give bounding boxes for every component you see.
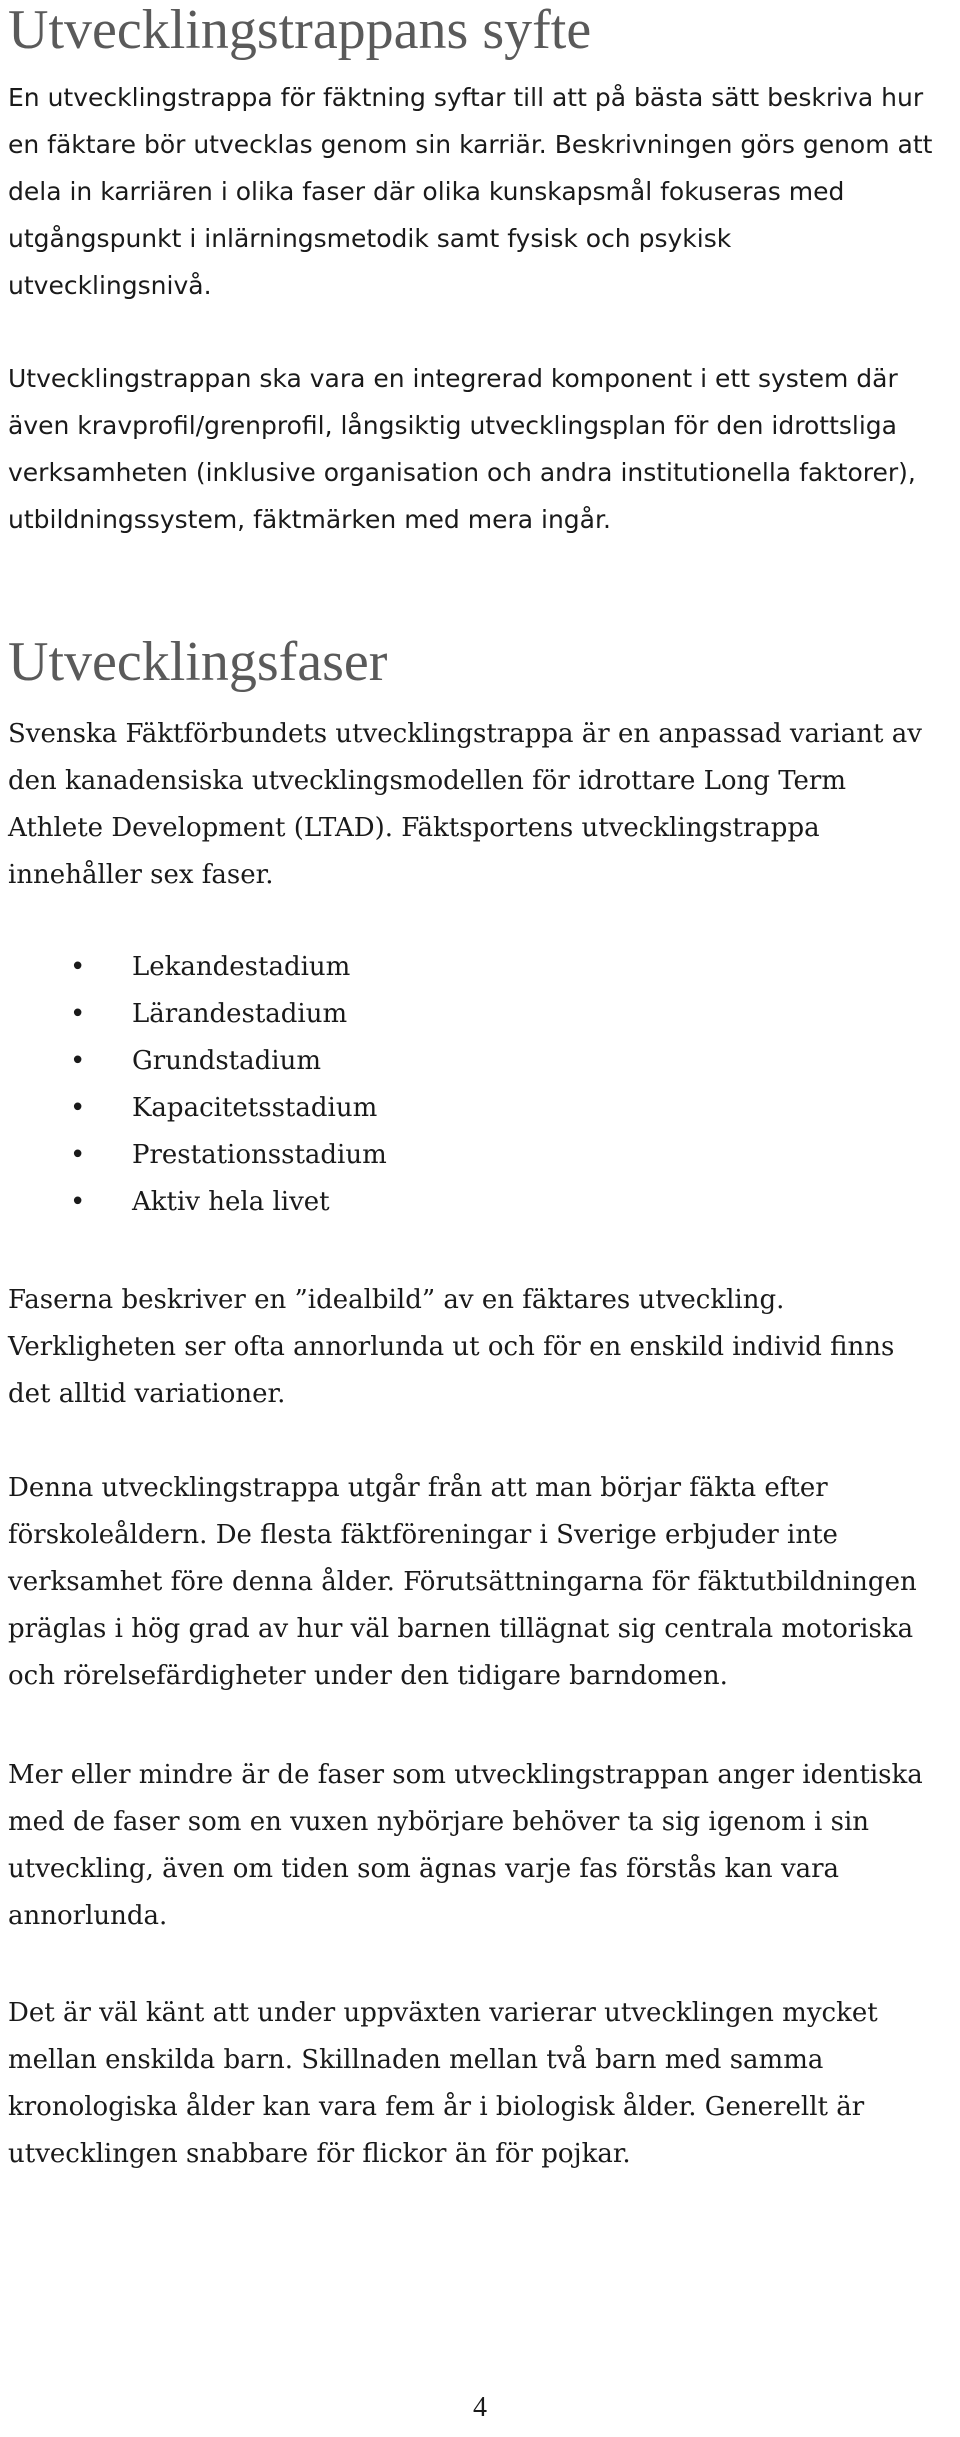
paragraph-phases-intro: Svenska Fäktförbundets utvecklingstrappa är en anpassad variant av den kanadensiska utvecklingsmodellen för idrottare Long Term Athlete Development (LTAD). Fäktsportens utvecklingstrappa innehåller sex faser. — [8, 719, 922, 890]
phase-list — [8, 944, 808, 1226]
page-number: 4 — [473, 2392, 487, 2423]
bullet-icon: • — [70, 1046, 86, 1076]
section-heading-purpose: Utvecklingstrappans syfte — [8, 0, 592, 61]
paragraph-adult-beginner: Mer eller mindre är de faser som utvecklingstrappan anger identiska med de faser som en vuxen nybörjare behöver ta sig igenom i sin utveckling, även om tiden som ägnas varje fas förstås kan vara annorlunda. — [8, 1760, 923, 1931]
list-item — [8, 1132, 808, 1179]
paragraph-ideal: Faserna beskriver en ”idealbild” av en fäktares utveckling. Verkligheten ser ofta annorlunda ut och för en enskild individ finns det alltid variationer. — [8, 1285, 895, 1409]
phase-label: Lekandestadium — [132, 952, 351, 982]
paragraph-start-age: Denna utvecklingstrappa utgår från att man börjar fäkta efter förskoleåldern. De flesta fäktföreningar i Sverige erbjuder inte verksamhet före denna ålder. Förutsättningarna för fäktutbildningen präglas i hög grad av hur väl barnen tillägnat sig centrala motoriska och rörelsefärdigheter under den tidigare barndomen. — [8, 1473, 917, 1691]
bullet-icon: • — [70, 952, 86, 982]
list-item — [8, 1038, 808, 1085]
bullet-icon: • — [70, 1140, 86, 1170]
paragraph-purpose-intro: En utvecklingstrappa för fäktning syftar till att på bästa sätt beskriva hur en fäktare bör utvecklas genom sin karriär. Beskrivningen görs genom att dela in karriären i olika faser där olika kunskapsmål fokuseras med utgångspunkt i inlärningsmetodik samt fysisk och psykisk utvecklingsnivå. — [8, 83, 933, 300]
list-item — [8, 1085, 808, 1132]
phase-label: Kapacitetsstadium — [132, 1093, 378, 1123]
list-item — [8, 1179, 808, 1226]
list-item — [8, 991, 808, 1038]
paragraph-purpose-system: Utvecklingstrappan ska vara en integrerad komponent i ett system där även kravprofil/grenprofil, långsiktig utvecklingsplan för den idrottsliga verksamheten (inklusive organisation och andra institutionella faktorer), utbildningssystem, fäktmärken med mera ingår. — [8, 364, 916, 534]
phase-label: Aktiv hela livet — [132, 1187, 330, 1217]
section-heading-phases: Utvecklingsfaser — [8, 631, 388, 693]
phase-label: Lärandestadium — [132, 999, 348, 1029]
bullet-icon: • — [70, 999, 86, 1029]
paragraph-growth-variation: Det är väl känt att under uppväxten varierar utvecklingen mycket mellan enskilda barn. Skillnaden mellan två barn med samma kronologiska ålder kan vara fem år i biologisk ålder. Generellt är utvecklingen snabbare för flickor än för pojkar. — [8, 1998, 878, 2169]
bullet-icon: • — [70, 1093, 86, 1123]
bullet-icon: • — [70, 1187, 86, 1217]
phase-label: Prestationsstadium — [132, 1140, 387, 1170]
list-item — [8, 944, 808, 991]
phase-label: Grundstadium — [132, 1046, 321, 1076]
